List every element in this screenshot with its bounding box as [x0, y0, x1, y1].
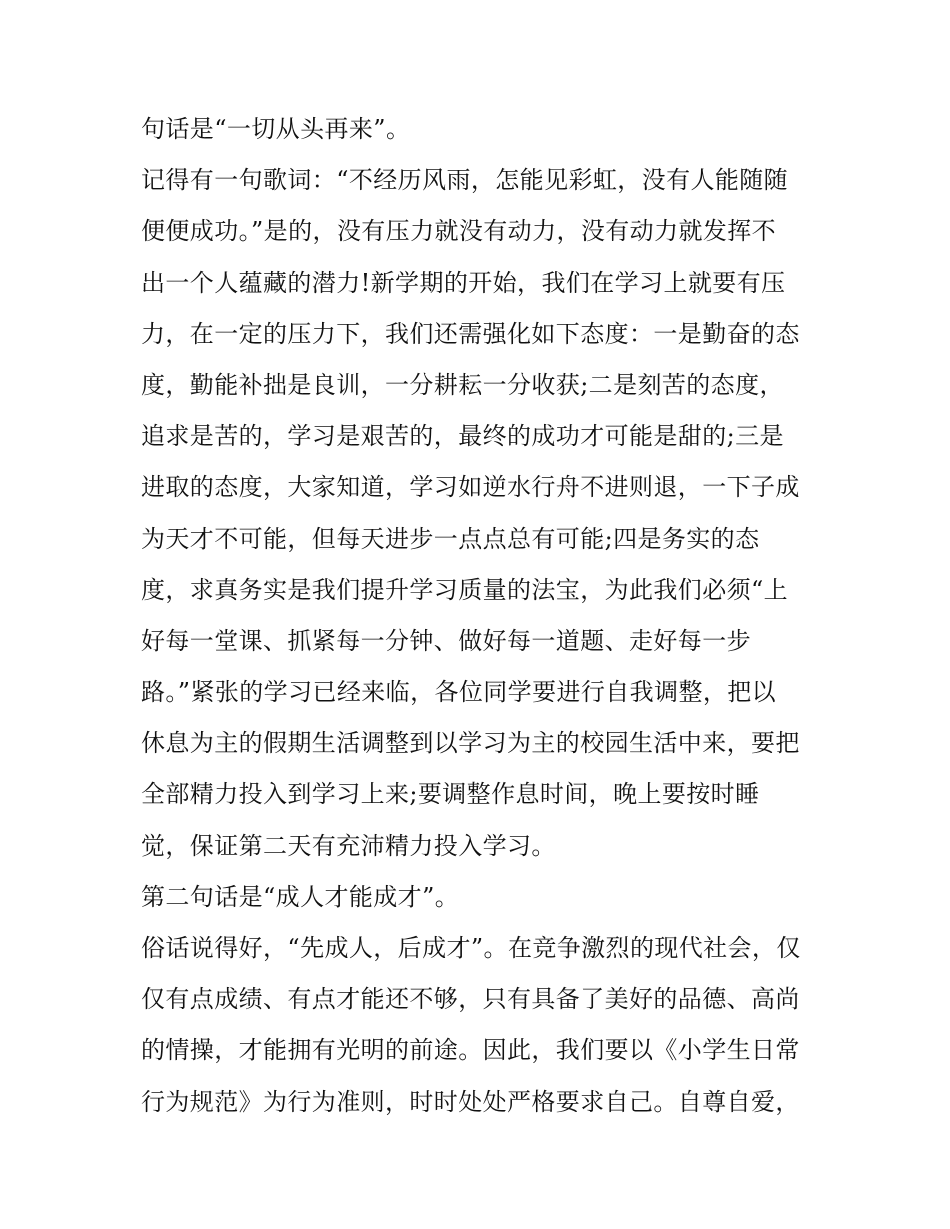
text-line: 便便成功。”是的，没有压力就没有动力，没有动力就发挥不	[141, 217, 777, 246]
text-line: 度，求真务实是我们提升学习质量的法宝，为此我们必须“上	[141, 575, 789, 604]
text-line: 觉，保证第二天有充沛精力投入学习。	[141, 831, 556, 860]
text-line: 好每一堂课、抓紧每一分钟、做好每一道题、走好每一步	[141, 626, 751, 655]
text-line: 力，在一定的压力下，我们还需强化如下态度：一是勤奋的态	[141, 319, 800, 348]
text-line: 记得有一句歌词：“不经历风雨，怎能见彩虹，没有人能随随	[141, 166, 789, 195]
text-line: 路。”紧张的学习已经来临，各位同学要进行自我调整，把以	[141, 678, 777, 707]
text-line: 全部精力投入到学习上来;要调整作息时间，晚上要按时睡	[141, 780, 760, 809]
text-line: 句话是“一切从头再来”。	[141, 115, 411, 143]
text-line: 第二句话是“成人才能成才”。	[141, 882, 460, 911]
text-line: 行为规范》为行为准则，时时处处严格要求自己。自尊自爱，	[141, 1087, 800, 1116]
document-body	[141, 104, 831, 1128]
text-line: 仅有点成绩、有点才能还不够，只有具备了美好的品德、高尚	[141, 985, 800, 1014]
text-line: 为天才不可能，但每天进步一点点总有可能;四是务实的态	[141, 524, 760, 553]
text-line: 休息为主的假期生活调整到以学习为主的校园生活中来，要把	[141, 729, 800, 758]
text-line: 度，勤能补拙是良训，一分耕耘一分收获;二是刻苦的态度，	[141, 370, 784, 399]
text-line: 的情操，才能拥有光明的前途。因此，我们要以《小学生日常	[141, 1036, 800, 1065]
text-line: 俗话说得好，“先成人，后成才”。在竞争激烈的现代社会，仅	[141, 934, 801, 962]
text-line: 追求是苦的，学习是艰苦的，最终的成功才可能是甜的;三是	[141, 422, 784, 451]
text-line: 出一个人蕴藏的潜力!新学期的开始，我们在学习上就要有压	[141, 268, 786, 297]
text-line: 进取的态度，大家知道，学习如逆水行舟不进则退，一下子成	[141, 473, 800, 502]
